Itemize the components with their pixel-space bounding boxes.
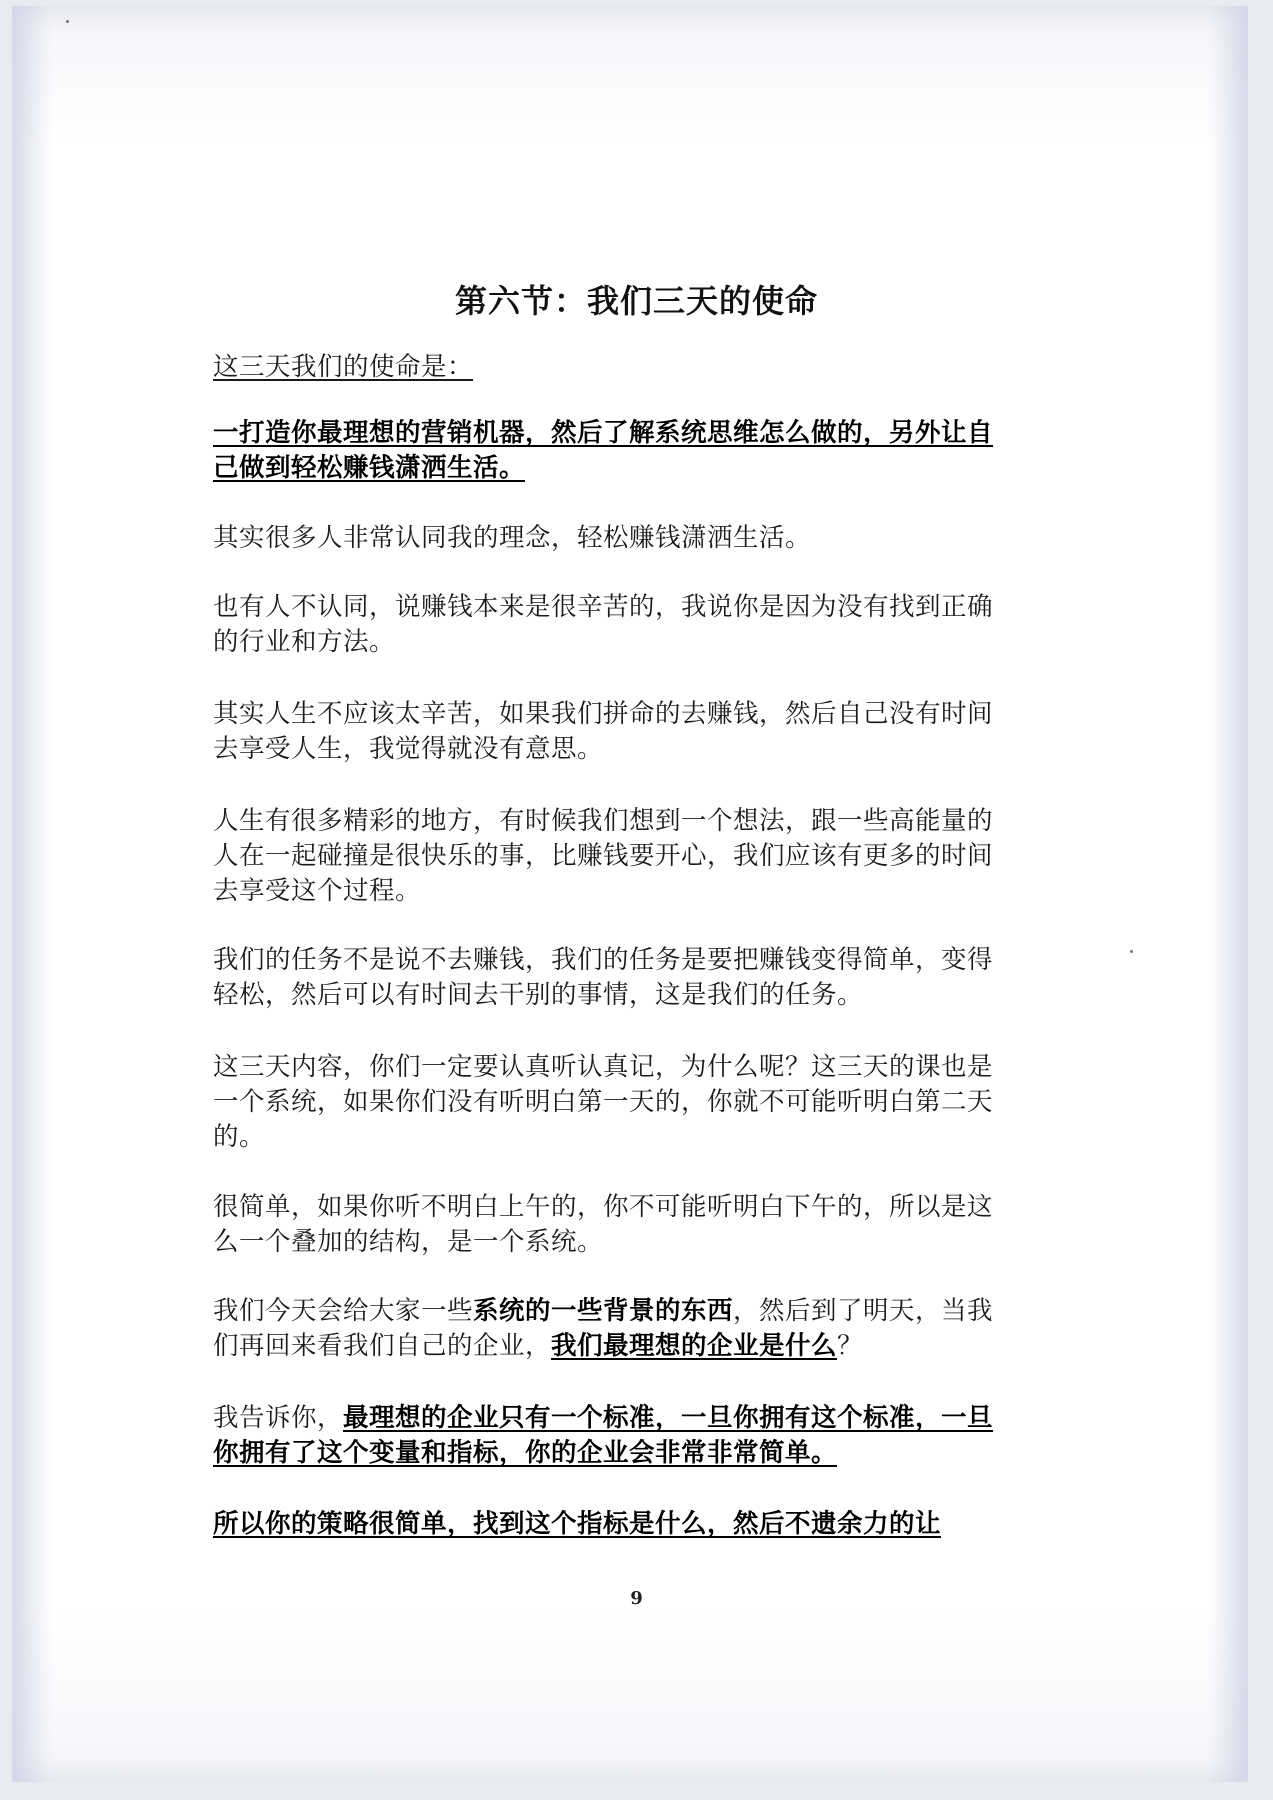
paragraph-mission-intro: 这三天我们的使命是： bbox=[213, 352, 474, 382]
paragraph-strategy: 所以你的策略很简单，找到这个指标是什么，然后不遗余力的让 bbox=[213, 1509, 942, 1539]
section-title: 第六节：我们三天的使命 bbox=[454, 282, 818, 321]
paragraph-agreement: 其实很多人非常认同我的理念，轻松赚钱潇洒生活。 bbox=[213, 523, 812, 553]
scan-speck bbox=[1130, 950, 1133, 953]
paragraph-simple-structure: 很简单，如果你听不明白上午的，你不可能听明白下午的，所以是这么一个叠加的结构，是一个系统。 bbox=[213, 1192, 994, 1257]
text-span: ，然后到了明天，当我们再回来看我们自己的企业， bbox=[213, 1296, 994, 1361]
text-span: 我们今天会给大家一些 bbox=[213, 1296, 474, 1326]
text-span: 我告诉你， bbox=[213, 1403, 344, 1433]
emphasis-underlined-text: 最理想的企业只有一个标准，一旦你拥有这个标准，一旦你拥有了这个变量和指标，你的企业会非常非常简单。 bbox=[213, 1403, 994, 1468]
paragraph-enjoy-life: 人生有很多精彩的地方，有时候我们想到一个想法，跟一些高能量的人在一起碰撞是很快乐的事，比赚钱要开心，我们应该有更多的时间去享受这个过程。 bbox=[213, 806, 994, 906]
scan-speck bbox=[66, 20, 69, 23]
paragraph-life-not-hard: 其实人生不应该太辛苦，如果我们拼命的去赚钱，然后自己没有时间去享受人生，我觉得就没有意思。 bbox=[213, 699, 994, 764]
paragraph-mission-statement: 一打造你最理想的营销机器，然后了解系统思维怎么做的，另外让自己做到轻松赚钱潇洒生活。 bbox=[213, 418, 994, 483]
text-span: ？ bbox=[837, 1331, 864, 1361]
paragraph-our-task: 我们的任务不是说不去赚钱，我们的任务是要把赚钱变得简单，变得轻松，然后可以有时间去干别的事情，这是我们的任务。 bbox=[213, 945, 994, 1010]
page-number: 9 bbox=[630, 1588, 643, 1609]
paragraph-three-days: 这三天内容，你们一定要认真听认真记，为什么呢？这三天的课也是一个系统，如果你们没有听明白第一天的，你就不可能听明白第二天的。 bbox=[213, 1052, 994, 1152]
emphasis-underlined-text: 我们最理想的企业是什么 bbox=[551, 1331, 838, 1361]
paragraph-disagreement: 也有人不认同，说赚钱本来是很辛苦的，我说你是因为没有找到正确的行业和方法。 bbox=[213, 592, 994, 657]
paragraph-today-tomorrow bbox=[213, 1294, 1003, 1364]
paragraph-ideal-business bbox=[213, 1401, 1003, 1471]
emphasis-text: 系统的一些背景的东西 bbox=[473, 1296, 734, 1326]
